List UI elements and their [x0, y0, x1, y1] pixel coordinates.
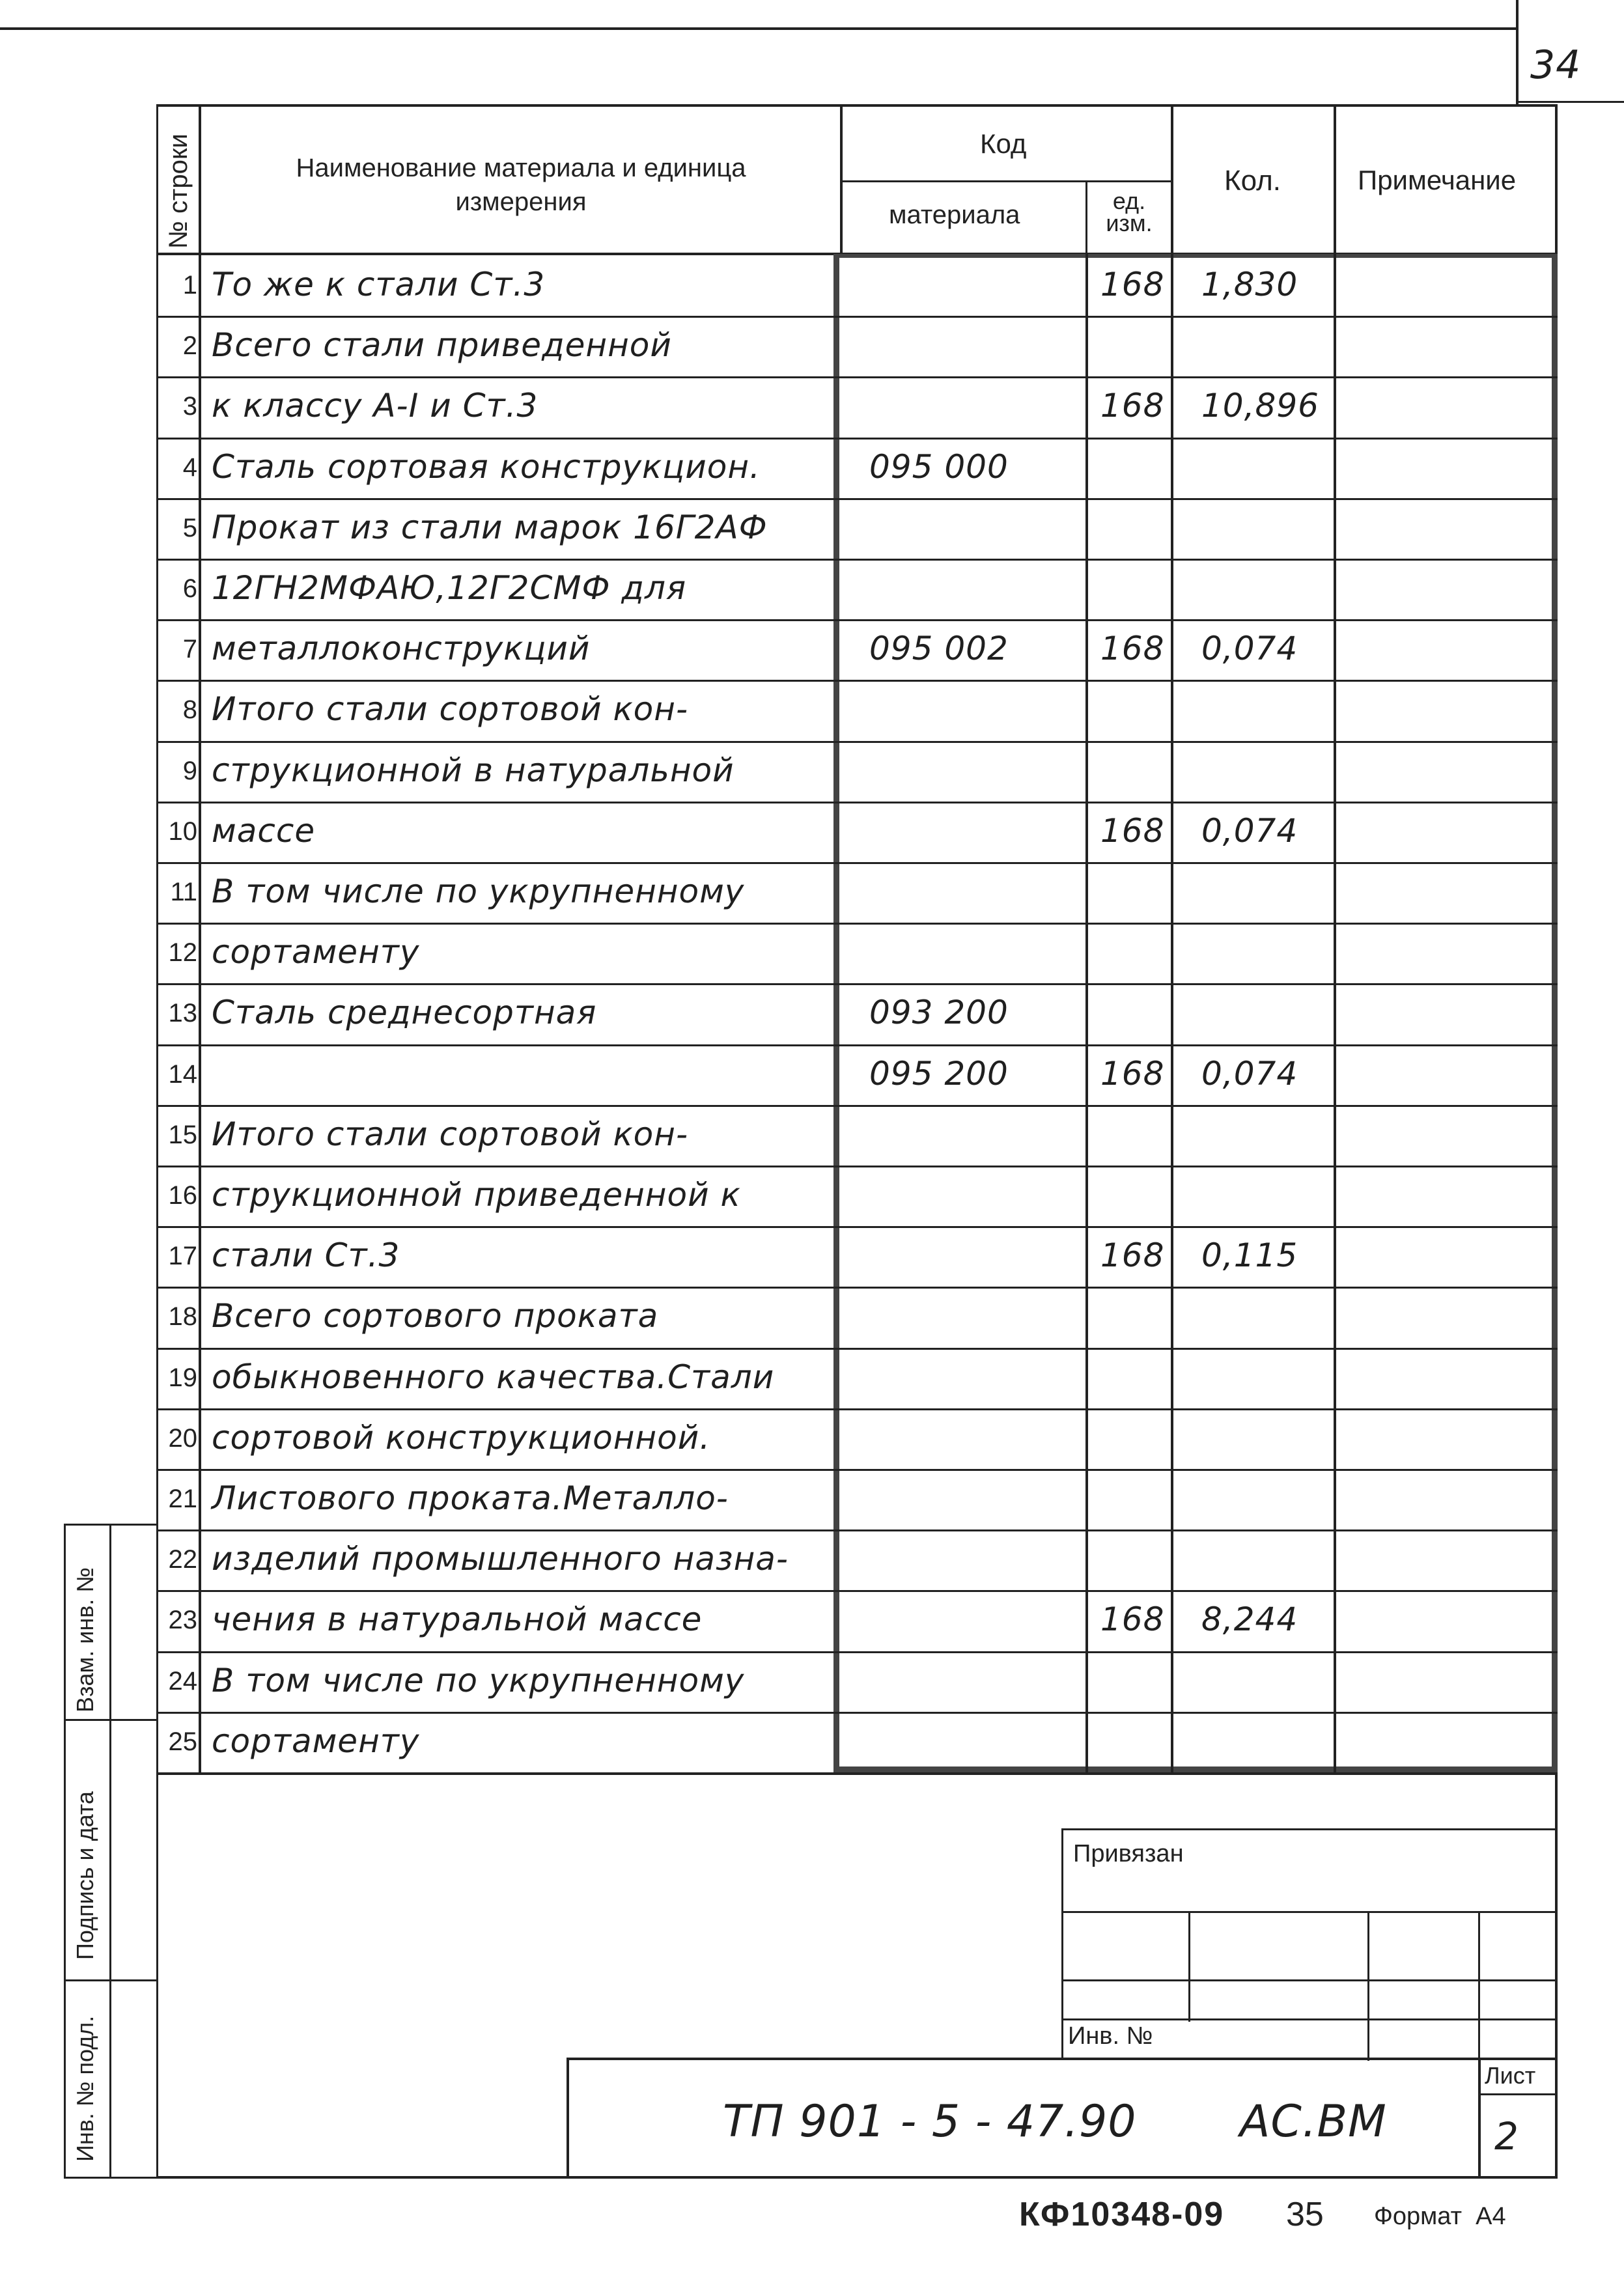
row-number: 22: [168, 1545, 197, 1574]
row-name: массе: [212, 812, 316, 850]
row-material-code: 095 200: [869, 1055, 1009, 1093]
row-material-code: 095 002: [869, 630, 1009, 667]
row-name: стали Ст.3: [212, 1236, 400, 1274]
row-separator: [156, 498, 1558, 500]
page-number-underline: [1517, 101, 1624, 103]
row-number: 20: [168, 1424, 197, 1453]
header-code: Код: [980, 128, 1027, 159]
row-separator: [156, 1408, 1558, 1410]
footer-num: 35: [1286, 2196, 1324, 2233]
privyazan-col-1: [1188, 1911, 1190, 2022]
row-separator: [156, 680, 1558, 682]
privyazan-label: Привязан: [1073, 1840, 1184, 1867]
body-col-unit: [1085, 254, 1088, 1772]
stamp-sign-date: Подпись и дата: [72, 1791, 98, 1960]
page-number-divider: [1516, 0, 1519, 104]
row-name: Прокат из стали марок 16Г2АФ: [212, 509, 768, 546]
header-rownum: № строки: [164, 133, 193, 249]
privyazan-col-2: [1367, 1911, 1369, 2061]
row-number: 13: [168, 999, 197, 1027]
row-number: 8: [182, 695, 197, 724]
row-name: В том числе по укрупненному: [212, 873, 745, 910]
header-code-unit: ед. изм.: [1106, 188, 1153, 236]
row-number: 10: [168, 817, 197, 846]
row-quantity: 10,896: [1201, 387, 1319, 425]
col-unit-divider: [1171, 104, 1173, 254]
row-name: обыкновенного качества.Стали: [212, 1358, 775, 1396]
row-name: сортаменту: [212, 933, 420, 971]
row-separator: [156, 1712, 1558, 1714]
side-stamp-sep-2: [64, 1979, 158, 1981]
code-subheader-line: [840, 180, 1172, 182]
row-separator: [156, 1287, 1558, 1289]
row-name: сортаменту: [212, 1722, 420, 1760]
row-number: 3: [182, 392, 197, 421]
row-separator: [156, 923, 1558, 925]
row-separator: [156, 1469, 1558, 1471]
row-name: Сталь среднесортная: [212, 994, 597, 1031]
col-rownum-divider: [199, 104, 201, 1772]
row-material-code: 093 200: [869, 994, 1009, 1031]
row-separator: [156, 438, 1558, 440]
body-col-qty: [1171, 254, 1173, 1772]
row-name: чения в натуральной массе: [212, 1600, 703, 1638]
row-name: Сталь сортовая конструкцион.: [212, 448, 761, 486]
row-number: 5: [182, 514, 197, 542]
row-number: 15: [168, 1121, 197, 1149]
row-separator: [156, 1590, 1558, 1592]
header-note: Примечание: [1358, 165, 1517, 195]
row-number: 19: [168, 1363, 197, 1392]
row-number: 11: [170, 878, 197, 906]
row-separator: [156, 559, 1558, 561]
row-number: 18: [168, 1302, 197, 1331]
body-col-note: [1334, 254, 1336, 1772]
row-name: струкционной в натуральной: [212, 751, 735, 789]
col-qty-divider: [1334, 104, 1336, 254]
row-quantity: 8,244: [1201, 1600, 1298, 1638]
row-separator: [156, 1226, 1558, 1228]
row-separator: [156, 316, 1558, 318]
col-name-divider: [840, 104, 843, 254]
row-number: 21: [168, 1485, 197, 1513]
side-stamp-sep-1: [64, 1719, 158, 1721]
row-unit-code: 168: [1100, 266, 1165, 303]
row-number: 25: [168, 1727, 197, 1756]
row-unit-code: 168: [1100, 387, 1165, 425]
body-col-code: [833, 254, 839, 1772]
row-number: 24: [168, 1667, 197, 1696]
row-name: Всего сортового проката: [212, 1297, 659, 1335]
footer-format: Формат А4: [1374, 2203, 1506, 2230]
sheet-label: Лист: [1485, 2062, 1536, 2089]
row-name: к классу А-I и Ст.3: [212, 387, 539, 425]
row-separator: [156, 741, 1558, 743]
row-name: Всего стали приведенной: [212, 326, 672, 364]
row-unit-code: 168: [1100, 812, 1165, 850]
sheet-box-divider: [1478, 2058, 1481, 2179]
row-number: 6: [182, 574, 197, 603]
row-name: струкционной приведенной к: [212, 1176, 741, 1214]
row-quantity: 0,115: [1201, 1236, 1298, 1274]
row-separator: [156, 1105, 1558, 1107]
row-name: изделий промышленного назна-: [212, 1540, 789, 1578]
row-separator: [156, 619, 1558, 621]
row-number: 4: [182, 453, 197, 482]
row-number: 17: [168, 1242, 197, 1270]
top-rule: [0, 27, 1517, 30]
row-number: 7: [182, 635, 197, 663]
inv-no-label: Инв. №: [1068, 2022, 1153, 2050]
row-number: 12: [168, 938, 197, 967]
header-code-material: материала: [889, 201, 1020, 229]
row-number: 14: [168, 1060, 197, 1089]
row-name: Листового проката.Металло-: [212, 1479, 729, 1517]
page-number: 34: [1530, 42, 1582, 88]
row-quantity: 0,074: [1201, 1055, 1298, 1093]
title-block-top: [156, 1772, 1558, 1775]
row-name: 12ГН2МФАЮ,12Г2СМФ для: [212, 569, 687, 607]
row-separator: [156, 1166, 1558, 1167]
row-unit-code: 168: [1100, 630, 1165, 667]
header-name: Наименование материала и единица измерения: [296, 154, 746, 216]
row-number: 16: [168, 1181, 197, 1210]
row-separator: [156, 1348, 1558, 1350]
row-separator: [156, 1529, 1558, 1531]
privyazan-line-2: [1061, 1979, 1558, 1981]
row-name: Итого стали сортовой кон-: [212, 1115, 688, 1153]
stamp-inv-podl: Инв. № подл.: [72, 2015, 98, 2162]
row-number: 23: [168, 1606, 197, 1634]
row-separator: [156, 862, 1558, 864]
col-code-divider: [1085, 181, 1087, 254]
row-separator: [156, 1651, 1558, 1653]
header-qty: Кол.: [1224, 165, 1281, 197]
row-number: 9: [182, 757, 197, 785]
row-name: сортовой конструкционной.: [212, 1419, 711, 1457]
row-name: В том числе по укрупненному: [212, 1662, 745, 1699]
row-unit-code: 168: [1100, 1236, 1165, 1274]
row-unit-code: 168: [1100, 1600, 1165, 1638]
row-separator: [156, 1044, 1558, 1046]
row-separator: [156, 376, 1558, 378]
row-number: 1: [182, 271, 197, 300]
sheet-number: 2: [1494, 2114, 1519, 2158]
sheet-box-line: [1478, 2093, 1558, 2095]
row-number: 2: [182, 331, 197, 360]
privyazan-line-3: [1061, 2018, 1558, 2020]
row-unit-code: 168: [1100, 1055, 1165, 1093]
row-name: То же к стали Ст.3: [212, 266, 546, 303]
row-name: Итого стали сортовой кон-: [212, 690, 688, 728]
row-material-code: 095 000: [869, 448, 1009, 486]
privyazan-col-3: [1478, 1911, 1480, 2061]
footer-code: КФ10348-09: [1019, 2196, 1225, 2233]
privyazan-line-1: [1061, 1911, 1558, 1913]
row-quantity: 0,074: [1201, 812, 1298, 850]
row-name: металлоконструкций: [212, 630, 591, 667]
row-quantity: 0,074: [1201, 630, 1298, 667]
row-separator: [156, 802, 1558, 803]
row-separator: [156, 983, 1558, 985]
doc-code: ТП 901 - 5 - 47.90 АС.ВМ: [723, 2096, 1387, 2147]
side-stamp-inner: [109, 1524, 111, 2179]
stamp-zam-inv: Взам. инв. №: [72, 1567, 98, 1712]
row-quantity: 1,830: [1201, 266, 1298, 303]
